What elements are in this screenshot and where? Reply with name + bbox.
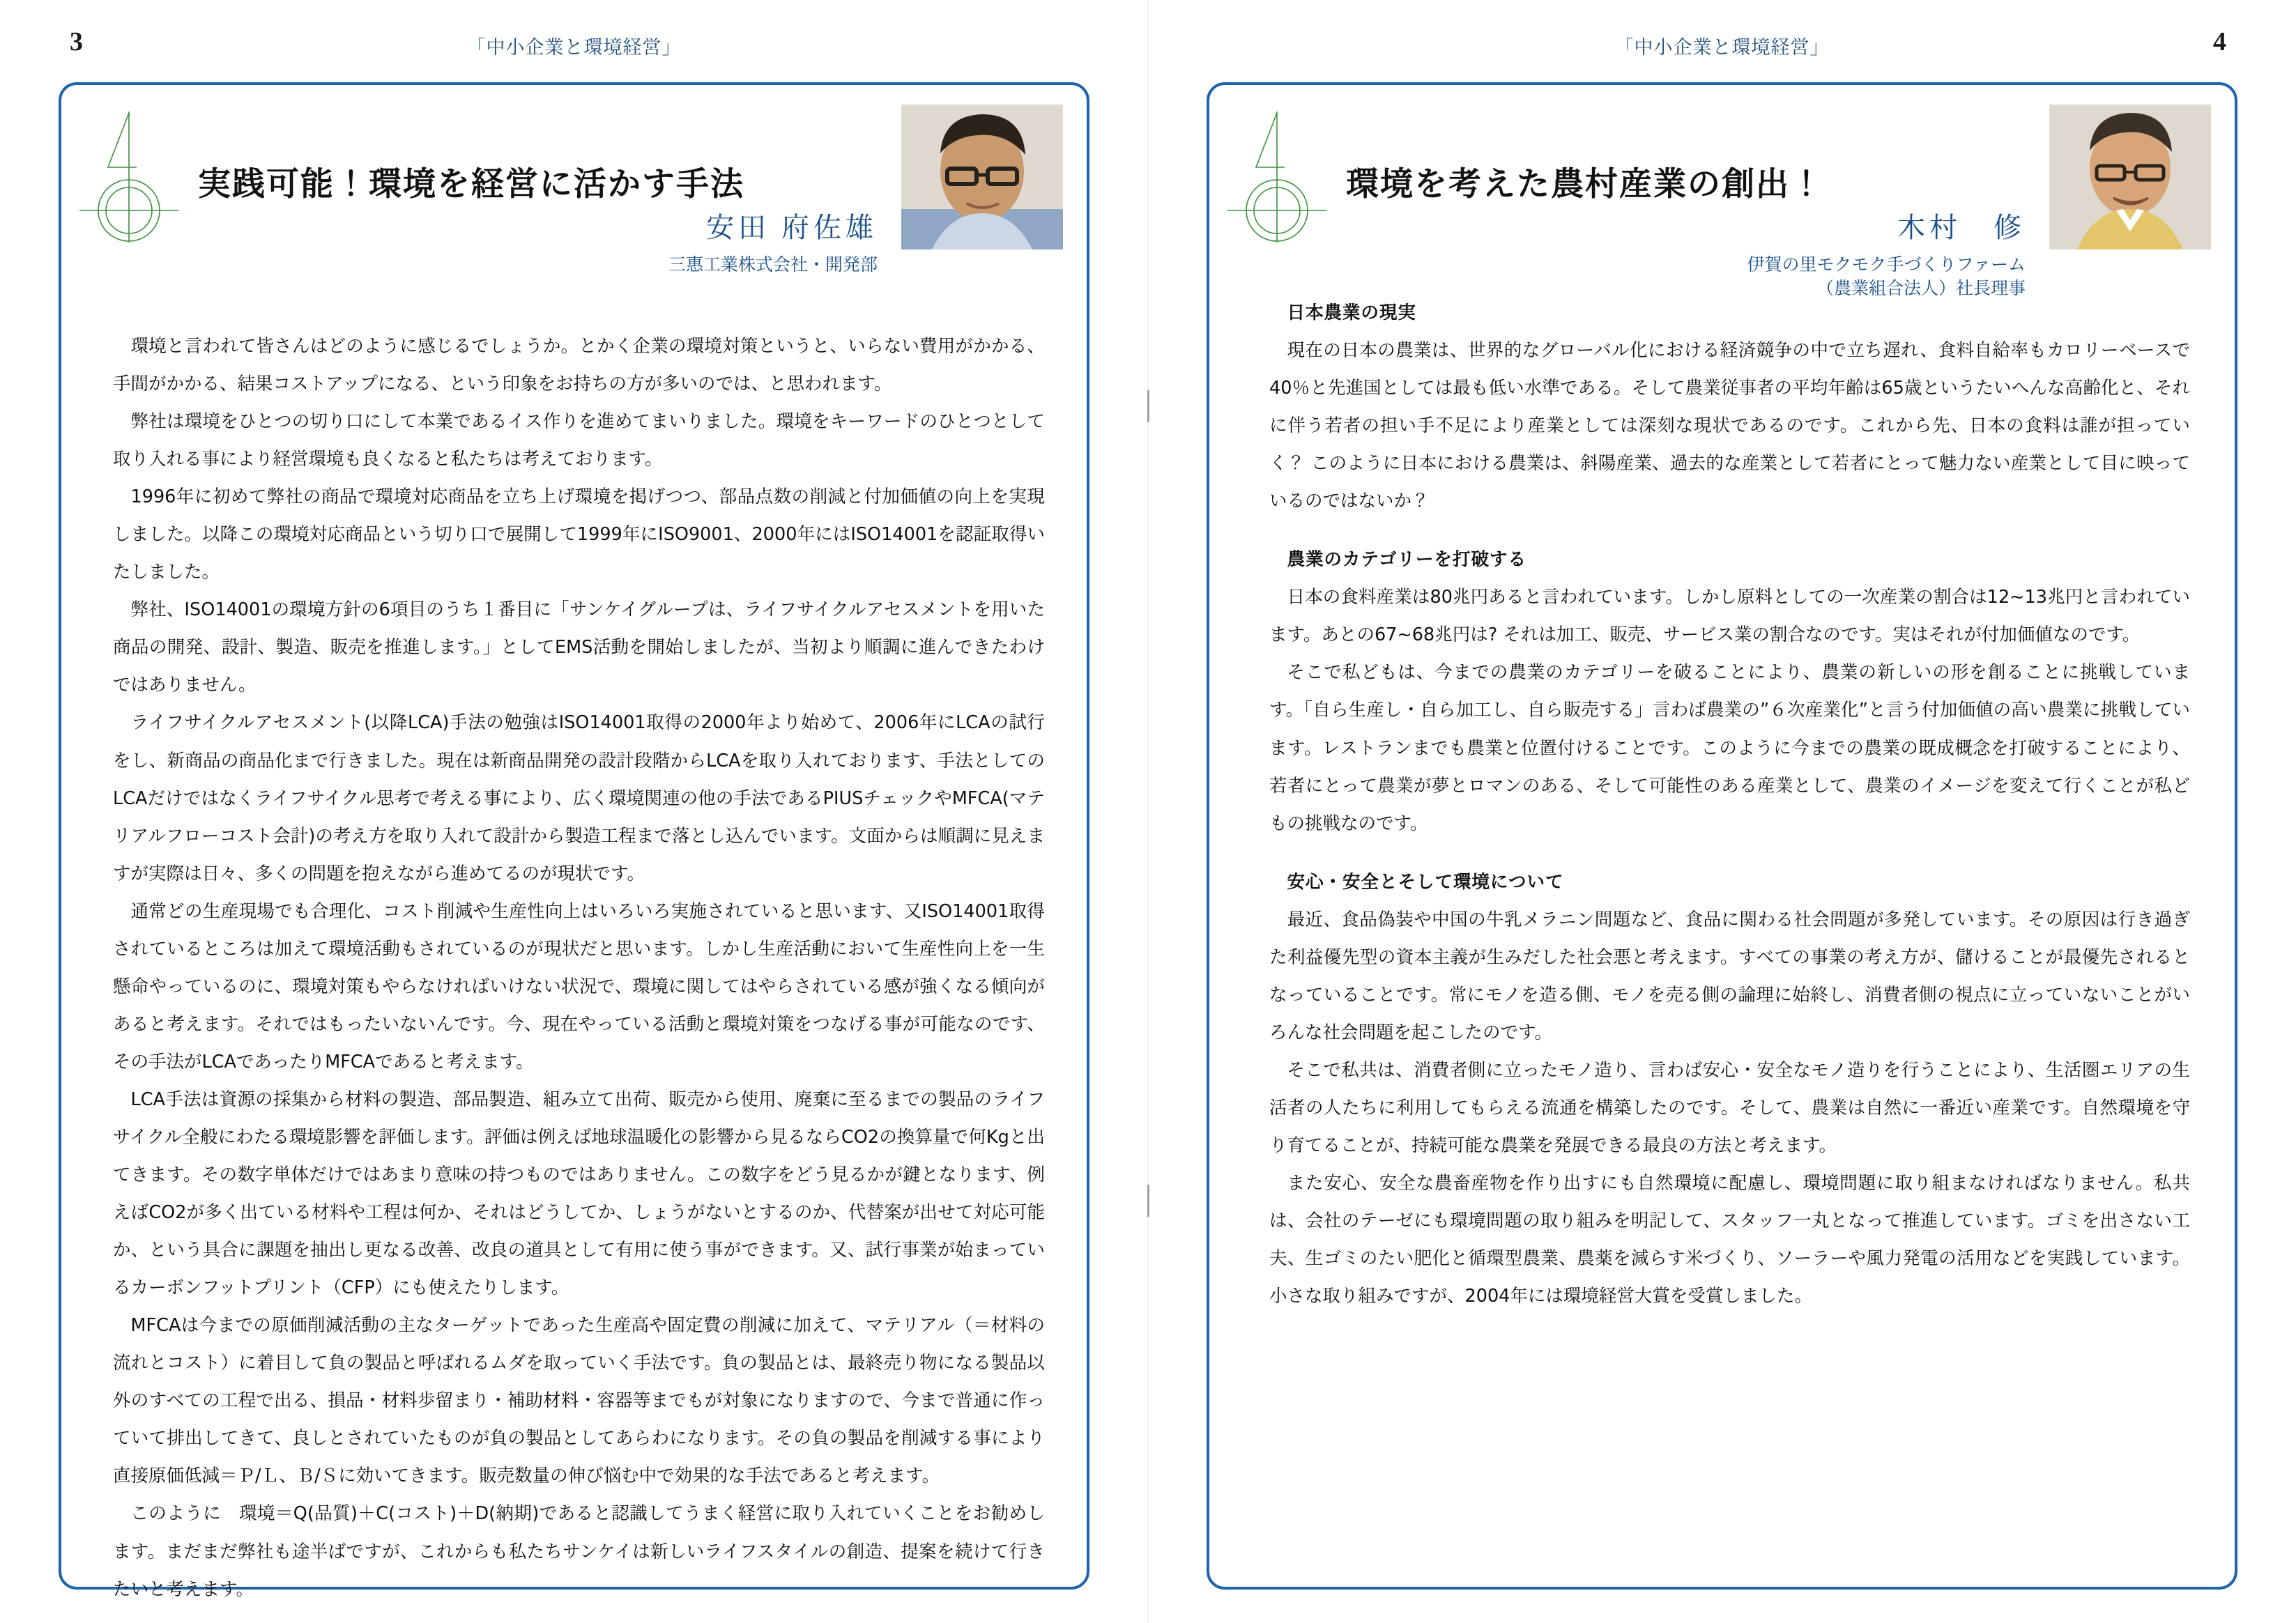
byline-left bbox=[515, 210, 878, 277]
byline-right bbox=[1663, 210, 2026, 301]
author-portrait-left bbox=[901, 105, 1063, 249]
running-header-left: 「中小企業と環境経営」 bbox=[466, 37, 682, 58]
article-title-left: 実践可能！環境を経営に活かす手法 bbox=[198, 165, 744, 204]
paragraph: 弊社、ISO14001の環境方針の6項目のうち１番目に「サンケイグループは、ライフサイクルアセスメントを用いた商品の開発、設計、製造、販売を推進します。」としてEMS活動を開始しましたが、当初より順調に進んできたわけではありません。 bbox=[113, 599, 1045, 696]
paragraph: そこで私共は、消費者側に立ったモノ造り、言わば安心・安全なモノ造りを行うことにより、生活圏エリアの生活者の人たちに利用してもらえる流通を構築したのです。そして、農業は自然に一番近い産業です。自然環境を守り育てることが、持続可能な農業を発展できる最良の方法と考えます。 bbox=[1269, 1059, 2190, 1156]
gutter-tick bbox=[1147, 1185, 1149, 1217]
paragraph: そこで私どもは、今までの農業のカテゴリーを破ることにより、農業の新しいの形を創ることに挑戦しています。「自ら生産し・自ら加工し、自ら販売する」言わば農業の”６次産業化”と言う付加価値の高い農業に挑戦しています。レストランまでも農業と位置付けることです。このように今までの農業の既成概念を打破することにより、若者にとって農業が夢とロマンのある、そして可能性のある産業として、農業のイメージを変えて行くことが私どもの挑戦なのです。 bbox=[1269, 662, 2190, 834]
running-header-right: 「中小企業と環境経営」 bbox=[1614, 37, 1830, 58]
author-affiliation-right-line2: （農業組合法人）社長理事 bbox=[1816, 279, 2026, 298]
paragraph: 現在の日本の農業は、世界的なグローバル化における経済競争の中で立ち遅れ、食料自給率もカロリーベースで40％と先進国としては最も低い水準である。そして農業従事者の平均年齢は65歳というたいへんな高齢化と、それに伴う若者の担い手不足により産業としては深刻な現状であるのです。これから先、日本の食料は誰が担っていく？ このように日本における農業は、斜陽産業、過去的な産業として若者にとって魅力ない産業として目に映っているのではないか？ bbox=[1269, 340, 2190, 512]
section-heading: 日本農業の現実 bbox=[1287, 302, 1417, 323]
paragraph: MFCAは今までの原価削減活動の主なターゲットであった生産高や固定費の削減に加えて、マテリアル（＝材料の流れとコスト）に着目して負の製品と呼ばれるムダを取っていく手法です。負の製品とは、最終売り物になる製品以外のすべての工程で出る、損品・材料歩留まり・補助材料・容器等までもが対象になりますので、今まで普通に作っていて排出してきて、良しとされていたものが負の製品としてあらわになります。その負の製品を削減する事により直接原価低減＝Ｐ/Ｌ、Ｂ/Ｓに効いてきます。販売数量の伸び悩む中で効果的な手法であると考えます。 bbox=[113, 1315, 1045, 1487]
registration-crosshair-icon bbox=[1225, 106, 1329, 245]
paragraph: 1996年に初めて弊社の商品で環境対応商品を立ち上げ環境を掲げつつ、部品点数の削減と付加価値の向上を実現しました。以降この環境対応商品という切り口で展開して1999年にISO9001、2000年にはISO14001を認証取得いたしました。 bbox=[113, 486, 1045, 583]
author-affiliation-right-line1: 伊賀の里モクモク手づくりファーム bbox=[1747, 256, 2026, 275]
article-body-left bbox=[113, 328, 1045, 1600]
page-right-frame bbox=[1207, 82, 2237, 1590]
paragraph: また安心、安全な農畜産物を作り出すにも自然環境に配慮し、環境問題に取り組まなければなりません。私共は、会社のテーゼにも環境問題の取り組みを明記して、スタッフ一丸となって推進しています。ゴミを出さない工夫、生ゴミのたい肥化と循環型農業、農薬を減らす米づくり、ソーラーや風力発電の活用などを実践しています。小さな取り組みですが、2004年には環境経営大賞を受賞しました。 bbox=[1269, 1173, 2190, 1307]
section-heading: 農業のカテゴリーを打破する bbox=[1287, 549, 1526, 571]
gutter-tick bbox=[1147, 390, 1149, 422]
page-right bbox=[1148, 0, 2296, 1623]
paragraph: LCA手法は資源の採集から材料の製造、部品製造、組み立て出荷、販売から使用、廃棄に至るまでの製品のライフサイクル全般にわたる環境影響を評価します。評価は例えば地球温暖化の影響から見るならCO2の換算量で何Kgと出てきます。その数字単体だけではあまり意味の持つものではありません。この数字をどう見るかが鍵となります、例えばCO2が多く出ている材料や工程は何か、それはどうしてか、しょうがないとするのか、代替案が出せて対応可能か、という具合に課題を抽出し更なる改善、改良の道具として有用に使う事ができます。又、試行事業が始まっているカーボンフットプリント（CFP）にも使えたりします。 bbox=[113, 1089, 1045, 1299]
author-name-left: 安田 府佐雄 bbox=[706, 212, 878, 243]
paragraph: 弊社は環境をひとつの切り口にして本業であるイス作りを進めてまいりました。環境をキーワードのひとつとして取り入れる事により経営環境も良くなると私たちは考えております。 bbox=[113, 411, 1045, 470]
page-left-header bbox=[0, 26, 1148, 66]
author-name-right: 木村 修 bbox=[1897, 212, 2026, 243]
article-title-right: 環境を考えた農村産業の創出！ bbox=[1346, 165, 1824, 204]
paragraph: 日本の食料産業は80兆円あると言われています。しかし原料としての一次産業の割合は12~13兆円と言われています。あとの67~68兆円は? それは加工、販売、サービス業の割合なのです。実はそれが付加価値なのです。 bbox=[1269, 587, 2190, 646]
page-number-right: 4 bbox=[2213, 27, 2226, 56]
page-left-frame bbox=[59, 82, 1089, 1600]
paragraph: このように 環境＝Q(品質)＋C(コスト)＋D(納期)であると認識してうまく経営に取り入れていくことをお勧めします。まだまだ弊社も途半ばですが、これからも私たちサンケイは新しいライフスタイルの創造、提案を続けて行きたいと考えます。 bbox=[113, 1503, 1045, 1600]
paragraph: 通常どの生産現場でも合理化、コスト削減や生産性向上はいろいろ実施されていると思います、又ISO14001取得されているところは加えて環境活動もされているのが現状だと思います。しかし生産活動において生産性向上を一生懸命やっているのに、環境対策もやらなければいけない状況で、環境に関してはやらされている感が強くなる傾向があると考えます。それではもったいないんです。今、現在やっている活動と環境対策をつなげる事が可能なのです、その手法がLCAであったりMFCAであると考えます。 bbox=[113, 900, 1045, 1072]
author-affiliation-left: 三惠工業株式会社・開発部 bbox=[668, 256, 878, 275]
registration-crosshair-icon bbox=[77, 106, 181, 245]
paragraph: 最近、食品偽装や中国の牛乳メラニン問題など、食品に関わる社会問題が多発しています。その原因は行き過ぎた利益優先型の資本主義が生みだした社会悪と考えます。すべての事業の考え方が、儲けることが最優先されるとなっていることです。常にモノを造る側、モノを売る側の論理に始終し、消費者側の視点に立っていないことがいろんな社会問題を起こしたのです。 bbox=[1269, 909, 2190, 1043]
author-portrait-right bbox=[2049, 105, 2211, 249]
page-number-left: 3 bbox=[70, 27, 83, 56]
article-body-right bbox=[1269, 294, 2190, 1569]
section-heading: 安心・安全とそして環境について bbox=[1287, 871, 1564, 893]
paragraph: ライフサイクルアセスメント(以降LCA)手法の勉強はISO14001取得の2000年より始めて、2006年にLCAの試行をし、新商品の商品化まで行きました。現在は新商品開発の設計段階からLCAを取り入れております、手法としてのLCAだけではなくライフサイクル思考で考える事により、広く環境関連の他の手法であるPIUSチェックやMFCA(マテリアルフローコスト会計)の考え方を取り入れて設計から製造工程まで落とし込んでいます。文面からは順調に見えますが実際は日々、多くの問題を抱えながら進めてるのが現状です。 bbox=[113, 712, 1045, 884]
paragraph: 環境と言われて皆さんはどのように感じるでしょうか。とかく企業の環境対策というと、いらない費用がかかる、手間がかかる、結果コストアップになる、という印象をお持ちの方が多いのでは、と思われます。 bbox=[113, 336, 1045, 395]
page-right-header bbox=[1148, 26, 2296, 66]
binding-gutter bbox=[1147, 0, 1149, 1623]
